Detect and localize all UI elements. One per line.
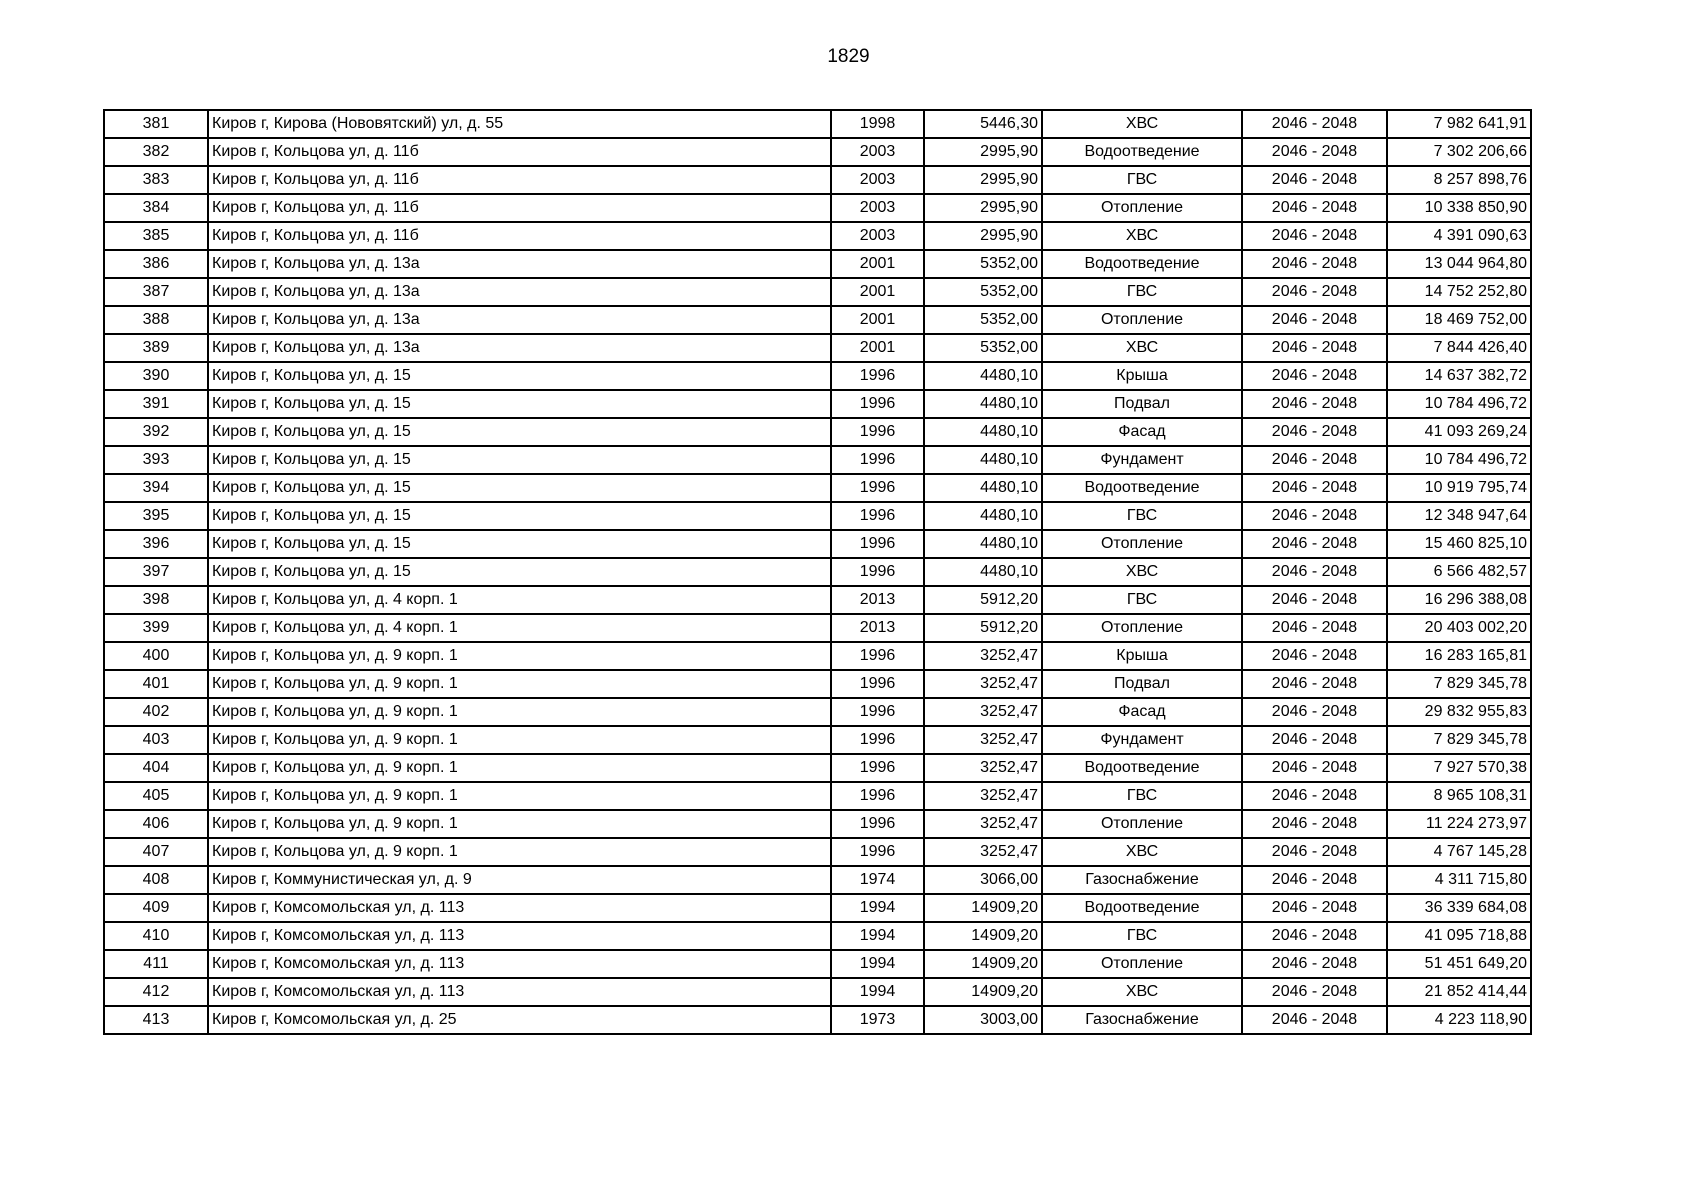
table-row — [104, 138, 1531, 166]
table-row — [104, 306, 1531, 334]
work-type-cell: ГВС — [1042, 586, 1242, 614]
area-cell: 2995,90 — [924, 166, 1042, 194]
row-number-cell: 407 — [104, 838, 208, 866]
table-row — [104, 278, 1531, 306]
cost-cell: 8 965 108,31 — [1387, 782, 1531, 810]
table-row — [104, 810, 1531, 838]
table-row — [104, 894, 1531, 922]
cost-cell: 16 283 165,81 — [1387, 642, 1531, 670]
period-cell: 2046 - 2048 — [1242, 110, 1387, 138]
year-cell: 1996 — [831, 698, 924, 726]
area-cell: 3252,47 — [924, 838, 1042, 866]
work-type-cell: ХВС — [1042, 110, 1242, 138]
year-cell: 2003 — [831, 138, 924, 166]
period-cell: 2046 - 2048 — [1242, 782, 1387, 810]
page-number: 1829 — [827, 46, 870, 67]
year-cell: 1998 — [831, 110, 924, 138]
work-type-cell: Отопление — [1042, 950, 1242, 978]
area-cell: 14909,20 — [924, 950, 1042, 978]
table-row — [104, 586, 1531, 614]
period-cell: 2046 - 2048 — [1242, 138, 1387, 166]
address-cell: Киров г, Кольцова ул, д. 9 корп. 1 — [208, 642, 831, 670]
table-row — [104, 474, 1531, 502]
period-cell: 2046 - 2048 — [1242, 838, 1387, 866]
area-cell: 14909,20 — [924, 978, 1042, 1006]
table-row — [104, 502, 1531, 530]
area-cell: 5912,20 — [924, 586, 1042, 614]
area-cell: 5352,00 — [924, 278, 1042, 306]
cost-cell: 15 460 825,10 — [1387, 530, 1531, 558]
address-cell: Киров г, Комсомольская ул, д. 113 — [208, 922, 831, 950]
period-cell: 2046 - 2048 — [1242, 726, 1387, 754]
cost-cell: 7 982 641,91 — [1387, 110, 1531, 138]
area-cell: 3252,47 — [924, 642, 1042, 670]
cost-cell: 10 919 795,74 — [1387, 474, 1531, 502]
year-cell: 1996 — [831, 390, 924, 418]
year-cell: 1996 — [831, 530, 924, 558]
year-cell: 1996 — [831, 446, 924, 474]
address-cell: Киров г, Кольцова ул, д. 13а — [208, 306, 831, 334]
area-cell: 4480,10 — [924, 390, 1042, 418]
work-type-cell: ГВС — [1042, 502, 1242, 530]
address-cell: Киров г, Кольцова ул, д. 15 — [208, 474, 831, 502]
row-number-cell: 402 — [104, 698, 208, 726]
address-cell: Киров г, Кольцова ул, д. 9 корп. 1 — [208, 810, 831, 838]
address-cell: Киров г, Кольцова ул, д. 15 — [208, 362, 831, 390]
row-number-cell: 386 — [104, 250, 208, 278]
row-number-cell: 399 — [104, 614, 208, 642]
work-type-cell: Подвал — [1042, 390, 1242, 418]
row-number-cell: 388 — [104, 306, 208, 334]
cost-cell: 4 311 715,80 — [1387, 866, 1531, 894]
table-row — [104, 558, 1531, 586]
period-cell: 2046 - 2048 — [1242, 614, 1387, 642]
row-number-cell: 404 — [104, 754, 208, 782]
address-cell: Киров г, Кольцова ул, д. 9 корп. 1 — [208, 670, 831, 698]
year-cell: 1996 — [831, 474, 924, 502]
address-cell: Киров г, Кольцова ул, д. 15 — [208, 390, 831, 418]
address-cell: Киров г, Кольцова ул, д. 13а — [208, 278, 831, 306]
work-type-cell: Отопление — [1042, 614, 1242, 642]
work-type-cell: Отопление — [1042, 306, 1242, 334]
row-number-cell: 413 — [104, 1006, 208, 1034]
period-cell: 2046 - 2048 — [1242, 810, 1387, 838]
period-cell: 2046 - 2048 — [1242, 250, 1387, 278]
work-type-cell: ХВС — [1042, 978, 1242, 1006]
year-cell: 2001 — [831, 334, 924, 362]
work-type-cell: ХВС — [1042, 334, 1242, 362]
address-cell: Киров г, Кольцова ул, д. 9 корп. 1 — [208, 754, 831, 782]
row-number-cell: 412 — [104, 978, 208, 1006]
table-row — [104, 530, 1531, 558]
work-type-cell: Водоотведение — [1042, 894, 1242, 922]
row-number-cell: 394 — [104, 474, 208, 502]
cost-cell: 4 391 090,63 — [1387, 222, 1531, 250]
year-cell: 2001 — [831, 306, 924, 334]
table-row — [104, 922, 1531, 950]
cost-cell: 10 338 850,90 — [1387, 194, 1531, 222]
table-row — [104, 978, 1531, 1006]
cost-cell: 41 093 269,24 — [1387, 418, 1531, 446]
address-cell: Киров г, Коммунистическая ул, д. 9 — [208, 866, 831, 894]
period-cell: 2046 - 2048 — [1242, 390, 1387, 418]
area-cell: 5352,00 — [924, 250, 1042, 278]
table-row — [104, 950, 1531, 978]
table-row — [104, 698, 1531, 726]
area-cell: 4480,10 — [924, 418, 1042, 446]
area-cell: 4480,10 — [924, 558, 1042, 586]
address-cell: Киров г, Кольцова ул, д. 9 корп. 1 — [208, 838, 831, 866]
year-cell: 2003 — [831, 222, 924, 250]
work-type-cell: Водоотведение — [1042, 474, 1242, 502]
work-type-cell: Водоотведение — [1042, 138, 1242, 166]
area-cell: 3252,47 — [924, 754, 1042, 782]
table-row — [104, 726, 1531, 754]
period-cell: 2046 - 2048 — [1242, 502, 1387, 530]
period-cell: 2046 - 2048 — [1242, 754, 1387, 782]
row-number-cell: 391 — [104, 390, 208, 418]
period-cell: 2046 - 2048 — [1242, 698, 1387, 726]
table-row — [104, 418, 1531, 446]
row-number-cell: 410 — [104, 922, 208, 950]
year-cell: 1996 — [831, 754, 924, 782]
address-cell: Киров г, Кольцова ул, д. 15 — [208, 502, 831, 530]
work-type-cell: Фундамент — [1042, 726, 1242, 754]
work-type-cell: ХВС — [1042, 222, 1242, 250]
period-cell: 2046 - 2048 — [1242, 950, 1387, 978]
address-cell: Киров г, Кольцова ул, д. 11б — [208, 222, 831, 250]
area-cell: 3252,47 — [924, 670, 1042, 698]
table-row — [104, 250, 1531, 278]
year-cell: 2001 — [831, 250, 924, 278]
work-type-cell: Крыша — [1042, 362, 1242, 390]
address-cell: Киров г, Кольцова ул, д. 11б — [208, 138, 831, 166]
year-cell: 1994 — [831, 894, 924, 922]
cost-cell: 4 223 118,90 — [1387, 1006, 1531, 1034]
year-cell: 1996 — [831, 558, 924, 586]
area-cell: 3066,00 — [924, 866, 1042, 894]
table-row — [104, 838, 1531, 866]
cost-cell: 4 767 145,28 — [1387, 838, 1531, 866]
row-number-cell: 405 — [104, 782, 208, 810]
period-cell: 2046 - 2048 — [1242, 418, 1387, 446]
period-cell: 2046 - 2048 — [1242, 1006, 1387, 1034]
address-cell: Киров г, Кольцова ул, д. 13а — [208, 334, 831, 362]
address-cell: Киров г, Комсомольская ул, д. 113 — [208, 978, 831, 1006]
row-number-cell: 387 — [104, 278, 208, 306]
table-row — [104, 166, 1531, 194]
year-cell: 1996 — [831, 642, 924, 670]
year-cell: 1994 — [831, 922, 924, 950]
cost-cell: 6 566 482,57 — [1387, 558, 1531, 586]
row-number-cell: 397 — [104, 558, 208, 586]
table-row — [104, 782, 1531, 810]
area-cell: 4480,10 — [924, 362, 1042, 390]
work-type-cell: ХВС — [1042, 558, 1242, 586]
area-cell: 3252,47 — [924, 726, 1042, 754]
address-cell: Киров г, Кольцова ул, д. 9 корп. 1 — [208, 726, 831, 754]
cost-cell: 7 829 345,78 — [1387, 670, 1531, 698]
repair-schedule-table — [103, 109, 1532, 1035]
period-cell: 2046 - 2048 — [1242, 642, 1387, 670]
address-cell: Киров г, Кольцова ул, д. 11б — [208, 194, 831, 222]
area-cell: 4480,10 — [924, 446, 1042, 474]
period-cell: 2046 - 2048 — [1242, 558, 1387, 586]
period-cell: 2046 - 2048 — [1242, 922, 1387, 950]
area-cell: 3252,47 — [924, 810, 1042, 838]
year-cell: 1996 — [831, 810, 924, 838]
table-row — [104, 614, 1531, 642]
row-number-cell: 395 — [104, 502, 208, 530]
address-cell: Киров г, Комсомольская ул, д. 113 — [208, 894, 831, 922]
work-type-cell: Подвал — [1042, 670, 1242, 698]
row-number-cell: 409 — [104, 894, 208, 922]
area-cell: 4480,10 — [924, 530, 1042, 558]
row-number-cell: 396 — [104, 530, 208, 558]
cost-cell: 13 044 964,80 — [1387, 250, 1531, 278]
work-type-cell: ГВС — [1042, 278, 1242, 306]
cost-cell: 12 348 947,64 — [1387, 502, 1531, 530]
period-cell: 2046 - 2048 — [1242, 670, 1387, 698]
row-number-cell: 403 — [104, 726, 208, 754]
area-cell: 14909,20 — [924, 894, 1042, 922]
row-number-cell: 392 — [104, 418, 208, 446]
address-cell: Киров г, Кольцова ул, д. 9 корп. 1 — [208, 698, 831, 726]
area-cell: 5446,30 — [924, 110, 1042, 138]
cost-cell: 16 296 388,08 — [1387, 586, 1531, 614]
work-type-cell: Газоснабжение — [1042, 1006, 1242, 1034]
table-row — [104, 362, 1531, 390]
cost-cell: 7 844 426,40 — [1387, 334, 1531, 362]
table-row — [104, 866, 1531, 894]
year-cell: 1996 — [831, 670, 924, 698]
address-cell: Киров г, Кольцова ул, д. 13а — [208, 250, 831, 278]
address-cell: Киров г, Кольцова ул, д. 11б — [208, 166, 831, 194]
row-number-cell: 393 — [104, 446, 208, 474]
row-number-cell: 390 — [104, 362, 208, 390]
address-cell: Киров г, Комсомольская ул, д. 113 — [208, 950, 831, 978]
area-cell: 2995,90 — [924, 138, 1042, 166]
cost-cell: 20 403 002,20 — [1387, 614, 1531, 642]
cost-cell: 51 451 649,20 — [1387, 950, 1531, 978]
table-row — [104, 194, 1531, 222]
year-cell: 1996 — [831, 782, 924, 810]
row-number-cell: 398 — [104, 586, 208, 614]
work-type-cell: Фасад — [1042, 698, 1242, 726]
year-cell: 1994 — [831, 950, 924, 978]
area-cell: 5352,00 — [924, 334, 1042, 362]
cost-cell: 7 302 206,66 — [1387, 138, 1531, 166]
year-cell: 1996 — [831, 502, 924, 530]
period-cell: 2046 - 2048 — [1242, 530, 1387, 558]
work-type-cell: Фундамент — [1042, 446, 1242, 474]
cost-cell: 8 257 898,76 — [1387, 166, 1531, 194]
year-cell: 2013 — [831, 586, 924, 614]
work-type-cell: Водоотведение — [1042, 250, 1242, 278]
address-cell: Киров г, Кольцова ул, д. 4 корп. 1 — [208, 586, 831, 614]
work-type-cell: Отопление — [1042, 530, 1242, 558]
year-cell: 1973 — [831, 1006, 924, 1034]
work-type-cell: ГВС — [1042, 922, 1242, 950]
area-cell: 14909,20 — [924, 922, 1042, 950]
work-type-cell: Водоотведение — [1042, 754, 1242, 782]
area-cell: 2995,90 — [924, 222, 1042, 250]
period-cell: 2046 - 2048 — [1242, 306, 1387, 334]
table-body — [104, 110, 1531, 1034]
table-row — [104, 670, 1531, 698]
area-cell: 2995,90 — [924, 194, 1042, 222]
row-number-cell: 382 — [104, 138, 208, 166]
row-number-cell: 411 — [104, 950, 208, 978]
row-number-cell: 406 — [104, 810, 208, 838]
row-number-cell: 384 — [104, 194, 208, 222]
row-number-cell: 389 — [104, 334, 208, 362]
address-cell: Киров г, Кольцова ул, д. 9 корп. 1 — [208, 782, 831, 810]
cost-cell: 7 927 570,38 — [1387, 754, 1531, 782]
year-cell: 1974 — [831, 866, 924, 894]
area-cell: 4480,10 — [924, 502, 1042, 530]
period-cell: 2046 - 2048 — [1242, 362, 1387, 390]
work-type-cell: ГВС — [1042, 782, 1242, 810]
table-row — [104, 222, 1531, 250]
area-cell: 5912,20 — [924, 614, 1042, 642]
period-cell: 2046 - 2048 — [1242, 866, 1387, 894]
row-number-cell: 381 — [104, 110, 208, 138]
period-cell: 2046 - 2048 — [1242, 894, 1387, 922]
row-number-cell: 401 — [104, 670, 208, 698]
row-number-cell: 400 — [104, 642, 208, 670]
cost-cell: 21 852 414,44 — [1387, 978, 1531, 1006]
work-type-cell: Крыша — [1042, 642, 1242, 670]
year-cell: 1996 — [831, 362, 924, 390]
table-row — [104, 334, 1531, 362]
work-type-cell: Газоснабжение — [1042, 866, 1242, 894]
row-number-cell: 385 — [104, 222, 208, 250]
cost-cell: 36 339 684,08 — [1387, 894, 1531, 922]
period-cell: 2046 - 2048 — [1242, 586, 1387, 614]
address-cell: Киров г, Кольцова ул, д. 4 корп. 1 — [208, 614, 831, 642]
period-cell: 2046 - 2048 — [1242, 278, 1387, 306]
address-cell: Киров г, Комсомольская ул, д. 25 — [208, 1006, 831, 1034]
area-cell: 5352,00 — [924, 306, 1042, 334]
cost-cell: 14 752 252,80 — [1387, 278, 1531, 306]
row-number-cell: 383 — [104, 166, 208, 194]
area-cell: 3252,47 — [924, 698, 1042, 726]
cost-cell: 14 637 382,72 — [1387, 362, 1531, 390]
address-cell: Киров г, Кольцова ул, д. 15 — [208, 418, 831, 446]
period-cell: 2046 - 2048 — [1242, 474, 1387, 502]
area-cell: 3252,47 — [924, 782, 1042, 810]
work-type-cell: ХВС — [1042, 838, 1242, 866]
period-cell: 2046 - 2048 — [1242, 978, 1387, 1006]
period-cell: 2046 - 2048 — [1242, 166, 1387, 194]
address-cell: Киров г, Кирова (Нововятский) ул, д. 55 — [208, 110, 831, 138]
year-cell: 2013 — [831, 614, 924, 642]
table-row — [104, 642, 1531, 670]
cost-cell: 29 832 955,83 — [1387, 698, 1531, 726]
year-cell: 1994 — [831, 978, 924, 1006]
year-cell: 1996 — [831, 838, 924, 866]
work-type-cell: Отопление — [1042, 194, 1242, 222]
cost-cell: 41 095 718,88 — [1387, 922, 1531, 950]
period-cell: 2046 - 2048 — [1242, 194, 1387, 222]
address-cell: Киров г, Кольцова ул, д. 15 — [208, 530, 831, 558]
area-cell: 3003,00 — [924, 1006, 1042, 1034]
period-cell: 2046 - 2048 — [1242, 222, 1387, 250]
table-row — [104, 446, 1531, 474]
year-cell: 1996 — [831, 726, 924, 754]
year-cell: 2003 — [831, 194, 924, 222]
cost-cell: 10 784 496,72 — [1387, 446, 1531, 474]
period-cell: 2046 - 2048 — [1242, 334, 1387, 362]
address-cell: Киров г, Кольцова ул, д. 15 — [208, 558, 831, 586]
year-cell: 1996 — [831, 418, 924, 446]
table-row — [104, 1006, 1531, 1034]
table-row — [104, 390, 1531, 418]
work-type-cell: Фасад — [1042, 418, 1242, 446]
cost-cell: 18 469 752,00 — [1387, 306, 1531, 334]
year-cell: 2003 — [831, 166, 924, 194]
cost-cell: 11 224 273,97 — [1387, 810, 1531, 838]
cost-cell: 10 784 496,72 — [1387, 390, 1531, 418]
area-cell: 4480,10 — [924, 474, 1042, 502]
row-number-cell: 408 — [104, 866, 208, 894]
table-row — [104, 754, 1531, 782]
work-type-cell: Отопление — [1042, 810, 1242, 838]
period-cell: 2046 - 2048 — [1242, 446, 1387, 474]
cost-cell: 7 829 345,78 — [1387, 726, 1531, 754]
year-cell: 2001 — [831, 278, 924, 306]
address-cell: Киров г, Кольцова ул, д. 15 — [208, 446, 831, 474]
work-type-cell: ГВС — [1042, 166, 1242, 194]
table-row — [104, 110, 1531, 138]
